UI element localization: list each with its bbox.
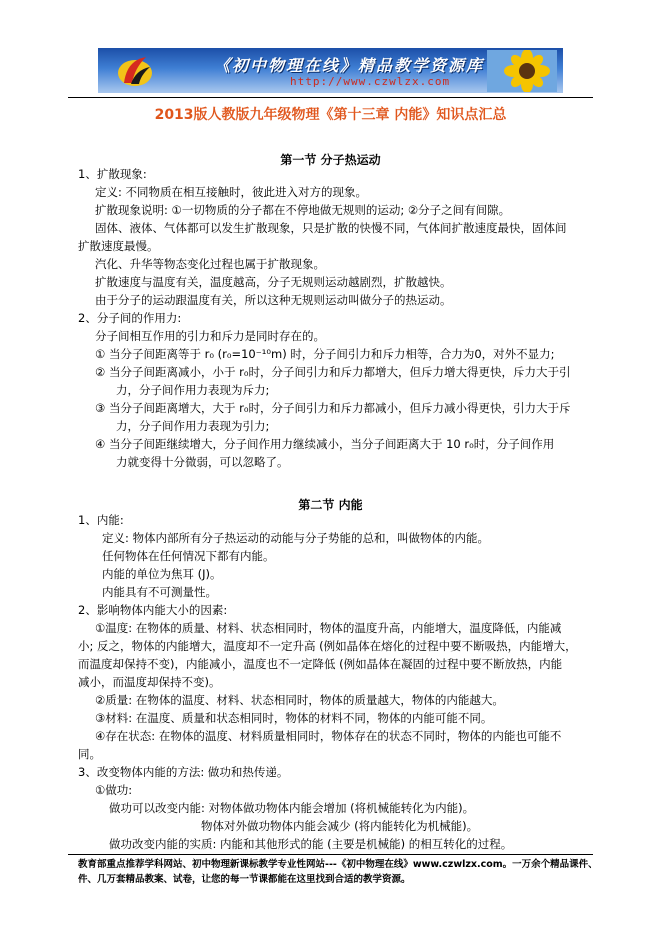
text-line: 固体、液体、气体都可以发生扩散现象，只是扩散的快慢不同，气体间扩散速度最快，固体间: [95, 221, 567, 235]
text-line: 物体对外做功物体内能会减少 (将内能转化为机械能)。: [201, 819, 479, 833]
site-banner: [98, 48, 563, 93]
text-line: 任何物体在任何情况下都有内能。: [102, 549, 275, 563]
text-line: 内能具有不可测量性。: [102, 585, 217, 599]
text-line: ④存在状态: 在物体的温度、材料质量相同时，物体存在的状态不同时，物体的内能也可能不: [95, 729, 562, 743]
text-line: ④ 当分子间距继续增大，分子间作用力继续减小，当分子间距离大于 10 r₀时，分子间作用: [95, 437, 555, 451]
text-line: 而温度却保持不变)，内能减小，温度也不一定降低 (例如晶体在凝固的过程中要不断放热，内能: [78, 657, 563, 671]
sunflower-icon: [487, 50, 557, 92]
text-line: 做功可以改变内能: 对物体做功物体内能会增加 (将机械能转化为内能)。: [109, 801, 475, 815]
text-line: ② 当分子间距离减小，小于 r₀时，分子间引力和斥力都增大，但斥力增大得更快，斥力大于引: [95, 365, 571, 379]
banner-url[interactable]: http://www.czwlzx.com: [290, 75, 451, 88]
text-line: 1、扩散现象:: [78, 167, 147, 181]
text-line: 同。: [78, 747, 101, 761]
text-line: 定义: 物体内部所有分子热运动的动能与分子势能的总和，叫做物体的内能。: [102, 531, 490, 545]
text-line: 汽化、升华等物态变化过程也属于扩散现象。: [95, 257, 325, 271]
text-line: ②质量: 在物体的温度、材料、状态相同时，物体的质量越大，物体的内能越大。: [95, 693, 504, 707]
section-heading: 第一节 分子热运动: [280, 153, 381, 167]
text-line: 扩散速度与温度有关，温度越高，分子无规则运动越剧烈，扩散越快。: [95, 275, 452, 289]
text-line: 减小，而温度却保持不变)。: [78, 675, 221, 689]
document-title: 2013版人教版九年级物理《第十三章 内能》知识点汇总: [154, 107, 507, 123]
text-line: ① 当分子间距离等于 r₀ (r₀=10⁻¹⁰m) 时，分子间引力和斥力相等，合力为0，对外不显力;: [95, 347, 555, 361]
text-line: 由于分子的运动跟温度有关，所以这种无规则运动叫做分子的热运动。: [95, 293, 452, 307]
footer-line: 件、几万套精品教案、试卷，让您的每一节课都能在这里找到合适的教学资源。: [78, 874, 411, 885]
text-line: 内能的单位为焦耳 (J)。: [102, 567, 222, 581]
text-line: 2、分子间的作用力:: [78, 311, 182, 325]
footer-line: 教育部重点推荐学科网站、初中物理新课标教学专业性网站---《初中物理在线》www.czwlzx.com。一万余个精品课件、: [78, 859, 598, 870]
text-line: 定义: 不同物质在相互接触时，彼此进入对方的现象。: [95, 185, 368, 199]
footer-divider: [68, 854, 593, 855]
text-line: 做功改变内能的实质: 内能和其他形式的能 (主要是机械能) 的相互转化的过程。: [109, 837, 513, 851]
text-line: ①温度: 在物体的质量、材料、状态相同时，物体的温度升高，内能增大，温度降低，内能减: [95, 621, 562, 635]
text-line: 2、影响物体内能大小的因素:: [78, 603, 228, 617]
text-line: 力，分子间作用力表现为斥力;: [116, 383, 270, 397]
site-logo-icon: [116, 53, 154, 89]
text-line: 3、改变物体内能的方法: 做功和热传递。: [78, 765, 289, 779]
banner-title: 《初中物理在线》精品教学资源库: [214, 56, 485, 75]
text-line: 力就变得十分微弱，可以忽略了。: [116, 455, 289, 469]
text-line: 扩散现象说明: ①一切物质的分子都在不停地做无规则的运动; ②分子之间有间隙。: [95, 203, 511, 217]
section-heading: 第二节 内能: [298, 498, 363, 512]
text-line: 力，分子间作用力表现为引力;: [116, 419, 270, 433]
text-line: 扩散速度最慢。: [78, 239, 159, 253]
text-line: ①做功:: [95, 783, 133, 797]
text-line: 1、内能:: [78, 513, 124, 527]
text-line: 小; 反之，物体的内能增大，温度却不一定升高 (例如晶体在熔化的过程中要不断吸热，内能增大，: [78, 639, 577, 653]
header-divider: [68, 97, 593, 98]
text-line: ③材料: 在温度、质量和状态相同时，物体的材料不同，物体的内能可能不同。: [95, 711, 493, 725]
text-line: 分子间相互作用的引力和斥力是同时存在的。: [95, 329, 325, 343]
text-line: ③ 当分子间距离增大，大于 r₀时，分子间引力和斥力都减小，但斥力减小得更快，引力大于斥: [95, 401, 571, 415]
